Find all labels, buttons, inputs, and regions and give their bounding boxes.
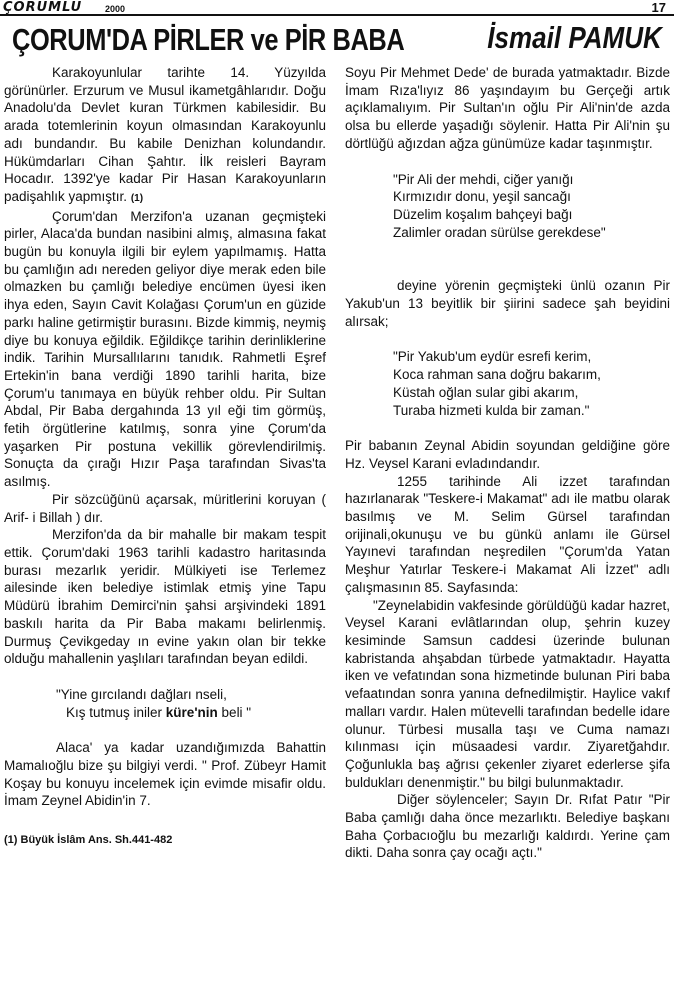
- spacer: [4, 668, 326, 686]
- paragraph-pir-sozcugu: Pir sözcüğünü açarsak, müritlerini koruyan ( Arif- i Billah ) dır.: [4, 491, 326, 525]
- verse-line: "Pir Yakub'um eydür esrefi kerim,: [393, 349, 592, 365]
- paragraph-teskere: 1255 tarihinde Ali izzet tarafından hazırlanarak "Teskere-i Makamat" adı ile matbu olarak basılmış ve M. Selim Gürsel tarafından orijinali,okunuşu ve bu günkü anlamı ile Gürsel Yayınevi tarafından neşredilen "Çorum'da Yatan Meşhur Yatırlar Teskere-i Makamat Ali İzzet" adlı çalışmasının 85. Sayfasında:: [345, 473, 670, 595]
- verse-line: "Yine gırcılandı dağları nseli,: [56, 686, 227, 702]
- verse-line: Koca rahman sana doğru bakarım,: [393, 367, 601, 383]
- footnote-reference: (1): [130, 192, 144, 204]
- verse-pir-yakub: [345, 348, 670, 419]
- spacer: [345, 419, 670, 437]
- paragraph-karakoyunlular: [4, 64, 326, 208]
- article-title: ÇORUM'DA PİRLER ve PİR BABA: [12, 22, 405, 57]
- page-header: [0, 0, 674, 20]
- spacer: [4, 810, 326, 832]
- verse-pir-ali: [345, 171, 670, 242]
- verse-text: Kış tutmuş iniler: [66, 704, 163, 720]
- verse-line: Kırmızıdır donu, yeşil sancağı: [393, 189, 571, 205]
- paragraph-merzifon-makam: Merzifon'da da bir mahalle bir makam tespit ettik. Çorum'daki 1963 tarihli kadastro haritasında burası mezarlık yeridir. Mülkiyeti ise Terlemez ailesinde iken belediye istimlak etmiş yine Tapu Müdürü İbrahim Demirci'nin şahsi arşivindeki 1891 baskılı harita da Pir Baba makamı belirlenmiş. Durmuş Çevikgeday ın evine yakın olan bir tekke olduğu mahallenin yaşlıları tarafından beyan edildi.: [4, 527, 326, 667]
- footnote: (1) Büyük İslâm Ans. Sh.441-482: [4, 834, 173, 847]
- verse-line: "Pir Ali der mehdi, ciğer yanığı: [393, 171, 574, 187]
- magazine-logo: ÇORUMLU: [3, 0, 83, 15]
- verse-bold-word: küre'nin: [165, 704, 218, 720]
- verse-line: Düzelim koşalım bahçeyi bağı: [393, 206, 573, 222]
- verse-line: [4, 704, 326, 722]
- page-number: 17: [651, 0, 666, 15]
- article-author: İsmail PAMUK: [487, 20, 662, 55]
- spacer: [345, 153, 670, 171]
- spacer: [345, 330, 670, 348]
- verse-line: Turaba hizmeti kulda bir zaman.": [393, 402, 590, 418]
- paragraph-diger-soylenceler: Diğer söylenceler; Sayın Dr. Rıfat Patır "Pir Baba çamlığı daha önce mezarlıktı. Belediye başkanı Baha Çorbacıoğlu bu mezarlığı kaldırdı. Yerine çam dikti. Daha sonra çay ocağı açtı.": [345, 792, 670, 861]
- paragraph-deyine: deyine yörenin geçmişteki ünlü ozanın Pir Yakub'un 13 beyitlik bir şiirini sadece şah beyidini alırsak;: [345, 278, 670, 329]
- paragraph-soyu: Soyu Pir Mehmet Dede' de burada yatmaktadır. Bizde İmam Rıza'lıyız 86 yaşındayım bu Gerçeği artık açıklamalıyım. Pir Sultan'ın oğlu Pir Ali'nin'de azda olsa bu ellerde yaşadığı söylenir. Hatta Pir Ali'nin şu dörtlüğü ağızdan ağza günümüze kadar taşınmıştır.: [345, 65, 670, 151]
- spacer: [4, 721, 326, 739]
- paragraph-alaca: Alaca' ya kadar uzandığımızda Bahattin Mamalıoğlu bize şu bilgiyi verdi. " Prof. Zübeyr Hamit Koşay bu konuyu incelemek için evimde misafir oldu. İmam Zeynel Abidin'in 7.: [4, 740, 326, 809]
- paragraph-text: Karakoyunlular tarihte 14. Yüzyılda görünürler. Erzurum ve Musul ikametgâhlarıdır. Doğu Anadolu'da Devlet kuran Türkmen kabilesidir. Bu arada totemlerinin koyun olmasından Karakoyunlu adı bundandır. Bu kabile Denizhan kolundandır. Hükümdarları Cihan Şahtır. İlk reisleri Bayram Hocadır. 1392'ye kadar Pir Hasan Karakoyunların padişahlık yapmıştır.: [4, 65, 326, 204]
- verse-text: beli ": [221, 704, 252, 720]
- verse-line: Zalimler oradan sürülse gerekdese": [393, 224, 606, 240]
- verse-line: Küstah oğlan sular gibi akarım,: [393, 384, 579, 400]
- header-rule: [0, 14, 674, 16]
- issue-year: 2000: [105, 4, 126, 14]
- paragraph-merzifon-pirler: Çorum'dan Merzifon'a uzanan geçmişteki pirler, Alaca'da bundan nasibini almış, almasına fakat bugün bu konuyla ilgili bir eylem yapılmamış. Hatta bu çamlığın adı nereden geliyor diye merak eden bile olmazken bu çamlığı belediye encümen üyesi iken ihya eden, Sayın Cavit Kolağası Çorum'un en güzide parkı haline getirmiştir burasını. Bizde kimmiş, neymiş diye bu konuya eğildik. Eğildikçe tarihin derinliklerine indik. Tarihin Mursallılarını tanıdık. Rahmetli Eşref Ertekin'in bana verdiği 1890 tarihli harita, bize Çorum'u tanımaya en büyük rehber oldu. Pir Sultan Abdal, Pir Baba dergahında 13 yıl eği tim görmüş, fetih örgütlerine katılmış, sonra yine Çorum'da yaşarken Pir postuna vekillik görevlendirilmiş. Sonuçta da çırağı Hızır Paşa tarafından Sivas'ta asılmış.: [4, 208, 326, 490]
- paragraph-quote-zeynelabidin: "Zeynelabidin vakfesinde görüldüğü kadar hazret, Veysel Karani evlâtlarından olup, şehrin kuzey kesiminde Samsun caddesi üzerinde bulunan kabristanda ahşabdan türbede yatmaktadır. Hayatta iken ve vefatından sona hizmetinde bulunan Piri baba vefaatından sonra yanına defnedilmiştir. Haylice vakıf malları vardır. Halen mütevelli tarafından bedelle idare olunur. Türbesi musalla taşı ve Cuma namazı kılınması için müsaadesi vardır. Ziyaretğahdır. Çoğunlukla baş ağrısı çekenler ziyaret ederlerse şifa buldukları denenmiştir." bu bilgi bulunmaktadır.: [345, 597, 670, 790]
- spacer: [345, 241, 670, 277]
- left-column: [4, 64, 326, 850]
- right-column: [345, 64, 670, 862]
- paragraph-zeynal-abidin: Pir babanın Zeynal Abidin soyundan geldiğine göre Hz. Veysel Karani evladındandır.: [345, 438, 670, 471]
